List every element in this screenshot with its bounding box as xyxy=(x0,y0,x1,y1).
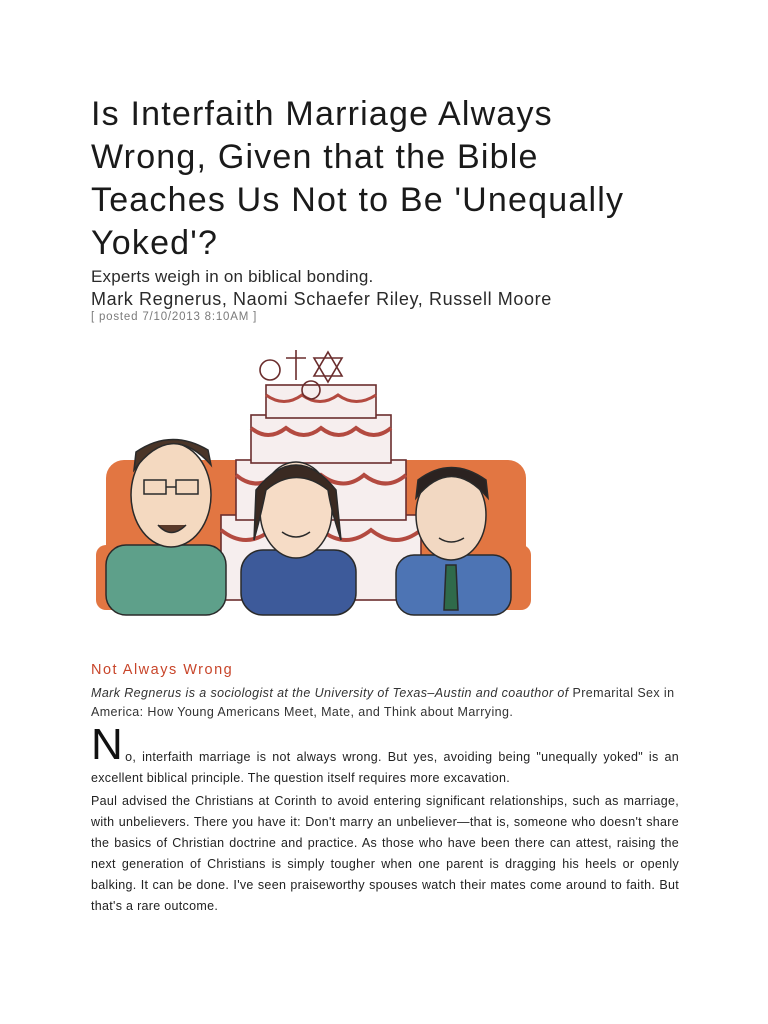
illustration-authors-wedding-cake xyxy=(96,340,536,620)
paragraph-1-text: o, interfaith marriage is not always wrong. But yes, avoiding being "unequally yoked" is an excellent biblical principle. The question itself requires more excavation. xyxy=(91,750,679,785)
author-bio xyxy=(91,684,679,722)
author-bio-italic: Mark Regnerus is a sociologist at the University of Texas–Austin and coauthor of xyxy=(91,686,569,700)
dropcap: N xyxy=(91,720,124,769)
article-body xyxy=(91,720,679,919)
paragraph-1 xyxy=(91,720,679,789)
article-authors: Mark Regnerus, Naomi Schaefer Riley, Russell Moore xyxy=(91,289,552,309)
author-bio-book: Premarital Sex in America: How Young Americans Meet, Mate, and Think about Marrying. xyxy=(91,686,675,719)
paragraph-2: Paul advised the Christians at Corinth to avoid entering significant relationships, such as marriage, with unbelievers. There you have it: Don't marry an unbeliever—that is, someone who doesn't share the basics of Christian doctrine and practice. As those who have been there can attest, raising the next generation of Christians is simply tougher when one parent is dragging his heels or openly balking. It can be done. I've seen praiseworthy spouses watch their mates come around to faith. But that's a rare outcome. xyxy=(91,794,679,913)
posted-date: [ posted 7/10/2013 8:10AM ] xyxy=(91,311,258,323)
section-heading: Not Always Wrong xyxy=(91,662,234,678)
article-dek: Experts weigh in on biblical bonding. xyxy=(91,267,374,286)
article-title: Is Interfaith Marriage Always Wrong, Given that the Bible Teaches Us Not to Be 'Unequally Yoked'? xyxy=(91,95,625,262)
